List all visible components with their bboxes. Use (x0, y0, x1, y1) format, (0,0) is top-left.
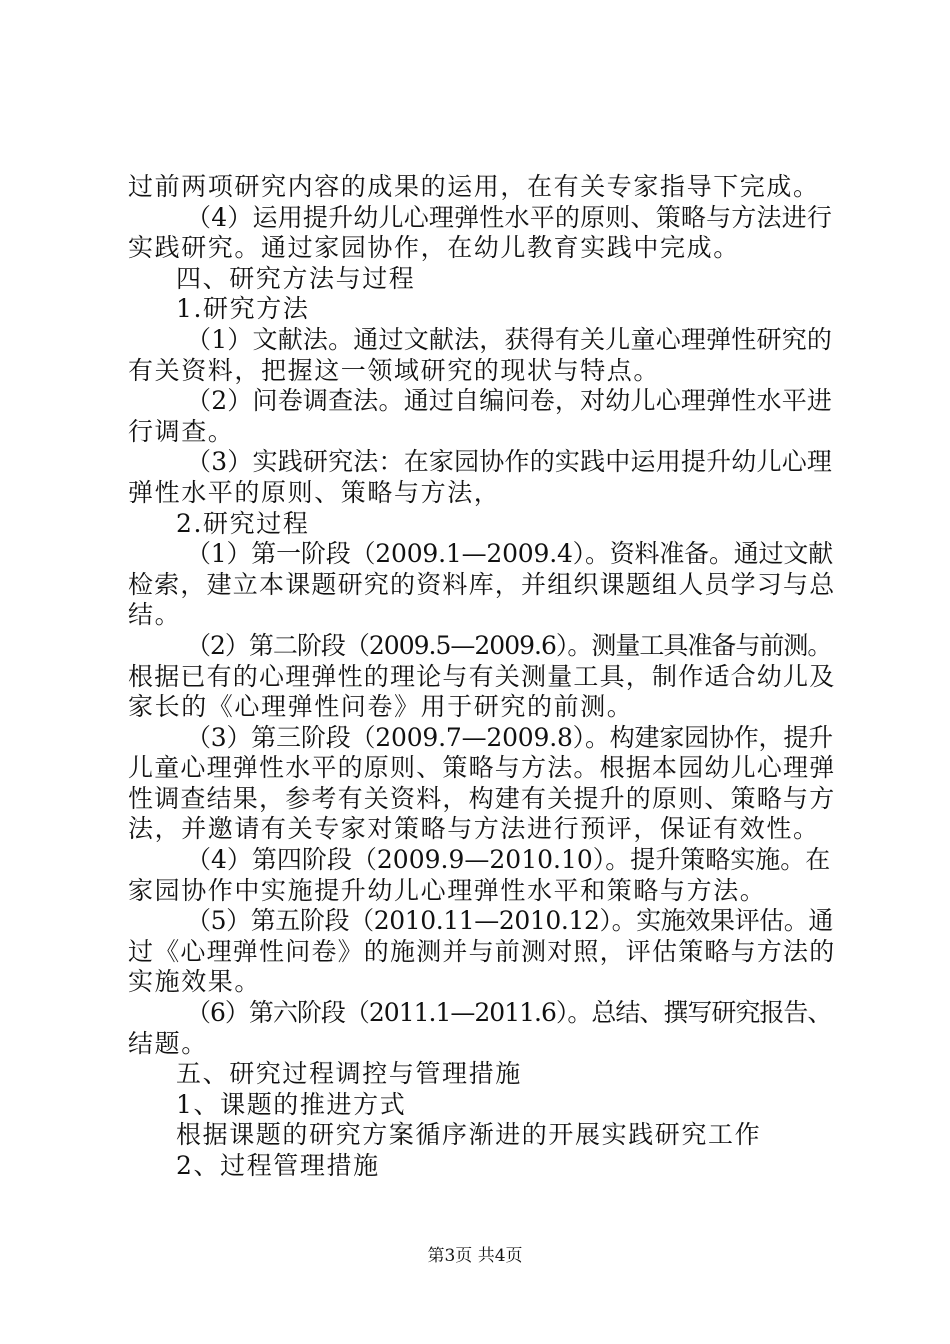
text-line: 有关资料，把握这一领域研究的现状与特点。 (128, 355, 661, 385)
text-line: （1）文献法。通过文献法，获得有关儿童心理弹性研究的 (186, 324, 833, 354)
document-body (128, 172, 836, 1182)
text-line: 儿童心理弹性水平的原则、策略与方法。根据本园幼儿心理弹 (128, 753, 836, 783)
text-line: 根据课题的研究方案循序渐进的开展实践研究工作 (176, 1120, 762, 1150)
text-line: 过《心理弹性问卷》的施测并与前测对照，评估策略与方法的 (128, 936, 836, 966)
text-line: （2）问卷调查法。通过自编问卷，对幼儿心理弹性水平进 (186, 386, 833, 416)
text-line: 行调查。 (128, 416, 235, 446)
text-line: 2.研究过程 (176, 508, 310, 538)
page-footer: 第3页 共4页 (427, 1246, 523, 1266)
text-line: 家园协作中实施提升幼儿心理弹性水平和策略与方法。 (128, 875, 767, 905)
text-line: 性调查结果，参考有关资料，构建有关提升的原则、策略与方 (128, 783, 836, 813)
text-line: 家长的《心理弹性问卷》用于研究的前测。 (128, 692, 634, 722)
text-line: 过前两项研究内容的成果的运用，在有关专家指导下完成。 (128, 172, 820, 201)
text-line: 五、研究过程调控与管理措施 (176, 1059, 522, 1089)
text-line: （6）第六阶段（2011.1—2011.6）。总结、撰写研究报告、 (186, 998, 832, 1028)
text-line: （3）第三阶段（2009.7—2009.8）。构建家园协作，提升 (186, 722, 833, 752)
text-line: 法，并邀请有关专家对策略与方法进行预评，保证有效性。 (128, 814, 820, 844)
text-line: 1.研究方法 (176, 294, 310, 324)
text-line: （2）第二阶段（2009.5—2009.6）。测量工具准备与前测。 (186, 630, 832, 660)
text-line: 根据已有的心理弹性的理论与有关测量工具，制作适合幼儿及 (128, 661, 836, 691)
text-line: （3）实践研究法：在家园协作的实践中运用提升幼儿心理 (186, 447, 833, 477)
text-line: 弹性水平的原则、策略与方法， (128, 477, 501, 507)
text-line: 结题。 (128, 1028, 208, 1058)
text-line: （1）第一阶段（2009.1—2009.4）。资料准备。通过文献 (186, 539, 833, 569)
text-line: 实施效果。 (128, 967, 262, 997)
text-line: 结。 (128, 600, 182, 630)
text-line: （5）第五阶段（2010.11—2010.12）。实施效果评估。通 (186, 906, 833, 936)
text-line: （4）第四阶段（2009.9—2010.10）。提升策略实施。在 (186, 845, 831, 875)
text-line: 检索，建立本课题研究的资料库，并组织课题组人员学习与总 (128, 569, 836, 599)
text-line: 实践研究。通过家园协作，在幼儿教育实践中完成。 (128, 233, 740, 263)
text-line: 四、研究方法与过程 (176, 263, 416, 293)
text-line: 2、过程管理措施 (176, 1151, 380, 1180)
text-line: 1、课题的推进方式 (176, 1089, 407, 1119)
text-line: （4）运用提升幼儿心理弹性水平的原则、策略与方法进行 (186, 202, 833, 232)
